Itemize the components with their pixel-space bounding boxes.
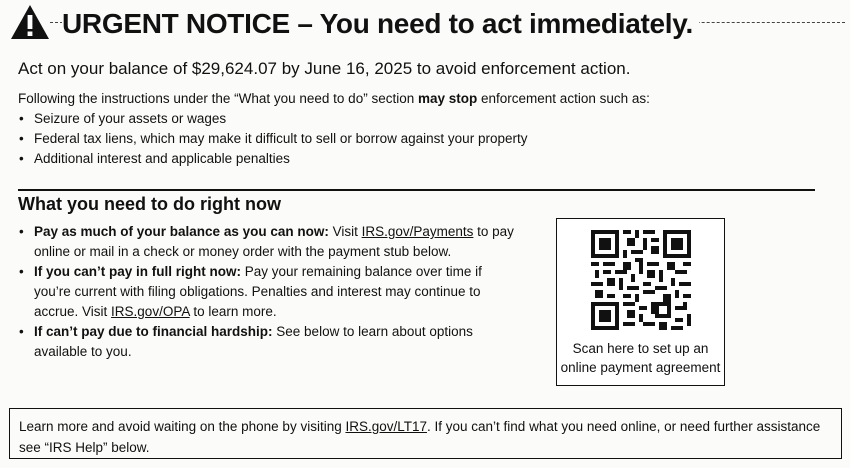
list-item: • If can’t pay due to financial hardship: See below to learn about options available to you.	[18, 322, 518, 362]
page-title: URGENT NOTICE – You need to act immediately.	[62, 8, 699, 40]
list-item: • Additional interest and applicable penalties	[18, 149, 527, 169]
list-item: • Seizure of your assets or wages	[18, 109, 527, 129]
enforcement-actions-list	[18, 109, 527, 169]
list-item: • Federal tax liens, which may make it difficult to sell or borrow against your property	[18, 129, 527, 149]
notice-header	[10, 2, 845, 46]
due-date: June 16, 2025	[304, 59, 413, 78]
qr-code-icon[interactable]	[591, 230, 691, 330]
qr-caption: Scan here to set up an online payment agreement	[560, 341, 721, 375]
warning-triangle-icon	[10, 4, 50, 40]
list-item: • Pay as much of your balance as you can now: Visit IRS.gov/Payments to pay online or mail in a check or money order with the payment stub below.	[18, 222, 518, 262]
balance-statement: Act on your balance of $29,624.07 by June 16, 2025 to avoid enforcement action.	[18, 59, 631, 78]
list-item: • If you can’t pay in full right now: Pay your remaining balance over time if you’re current with filing obligations. Penalties and interest may continue to accrue. Visit IRS.gov/OPA to learn more.	[18, 262, 518, 322]
section-heading: What you need to do right now	[18, 194, 281, 214]
todo-list	[18, 222, 518, 362]
section-divider	[18, 189, 815, 191]
lt17-link[interactable]: IRS.gov/LT17	[345, 419, 428, 434]
balance-amount: $29,624.07	[191, 59, 277, 78]
footer-box: Learn more and avoid waiting on the phone by visiting IRS.gov/LT17. If you can’t find what you need online, or need further assistance see “IRS Help” below.	[9, 408, 842, 459]
intro-text: Following the instructions under the “What you need to do” section may stop enforcement action such as:	[18, 91, 650, 106]
opa-link[interactable]: IRS.gov/OPA	[111, 304, 190, 319]
qr-panel	[556, 218, 725, 386]
payments-link[interactable]: IRS.gov/Payments	[361, 224, 474, 239]
